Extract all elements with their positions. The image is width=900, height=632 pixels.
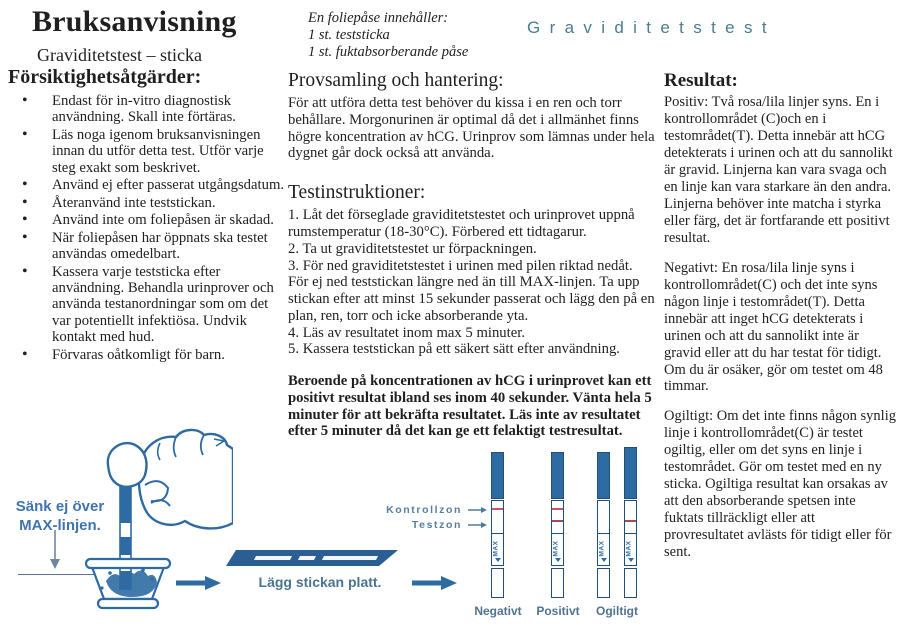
page-title: Bruksanvisning [32, 5, 237, 38]
stick-label-negative: Negativt [474, 604, 522, 618]
stick-absorbent-tip [491, 568, 504, 598]
precautions-heading: Försiktighetsåtgärder: [8, 66, 202, 88]
package-note-line: En foliepåse innehåller: [308, 10, 449, 26]
test-stick-negative [491, 452, 504, 598]
max-label: MAX [492, 540, 500, 557]
stick-result-window [551, 500, 564, 534]
arrow-right-icon [468, 506, 488, 514]
result-invalid-text: Ogiltigt: Om det inte finns någon synlig linje i kontrollområdet(C) är testet ogiltig, eller om det syns en linje i testområdet. Gör om testet med en ny sticka. Ogiltiga resultat kan orsakas av att den absorberande spetsen inte fuktats tillräckligt eller att provresultatet avlästs för tidigt eller för sent. [664, 408, 896, 561]
test-line [625, 520, 636, 522]
test-zone-label: Testzon [411, 519, 462, 531]
list-item: • Återanvänd inte teststickan. [52, 195, 286, 211]
instruction-step: 1. Låt det förseglade graviditetstestet och urinprovet uppnå rumstemperatur (18-30°C). Förbered ett tidtagarur. [288, 207, 635, 241]
stick-label-invalid: Ogiltigt [596, 604, 638, 618]
instruction-step: 3. För ned graviditetstestet i urinen med pilen riktad nedåt. För ej ned teststickan längre ned än till MAX-linjen. Ta upp stickan efter att minst 15 sekunder passerat och lägg den på en plan, ren, torr och icke absorberande yta. [288, 257, 655, 324]
stick-absorbent-tip [624, 568, 637, 598]
max-line-note-line2: MAX-linjen. [19, 516, 101, 534]
package-contents-note [308, 10, 468, 61]
instruction-step: 2. Ta ut graviditetstestet ur förpackningen. [288, 240, 537, 257]
list-item: • Endast för in-vitro diagnostisk användning. Skall inte förtäras. [52, 93, 286, 126]
instruction-step: 4. Läs av resultatet inom max 5 minuter. [288, 324, 525, 341]
stick-max-mark [491, 534, 504, 566]
test-stick-invalid-testline [624, 447, 637, 598]
max-line-note-line1: Sänk ej över [15, 498, 105, 515]
sampling-heading: Provsamling och hantering: [288, 70, 504, 91]
test-line [552, 520, 563, 522]
max-label: MAX [625, 540, 633, 557]
arrow-right-icon [412, 575, 458, 591]
instruction-step: 5. Kassera teststickan på ett säkert sätt efter användning. [288, 341, 620, 358]
stick-absorbent-tip [551, 568, 564, 598]
instructions-section [288, 70, 656, 440]
stick-max-mark [597, 534, 610, 566]
precautions-section [8, 66, 286, 364]
list-item: • Läs noga igenom bruksanvisningen innan du utför detta test. Utför varje steg exakt som beskrivet. [52, 127, 286, 176]
results-heading: Resultat: [664, 70, 738, 91]
stick-result-window [624, 500, 637, 534]
result-negative-text: Negativt: En rosa/lila linje syns i kontrollområdet(C) och det inte syns någon linje i testområdet(T). Detta innebär att inget hCG detekterats i urinen och att du sannolikt inte är gravid eller att du har testat för tidigt. Om du är osäker, gör om testet om 48 timmar. [664, 259, 883, 395]
list-item: • Förvaras oåtkomligt för barn. [52, 347, 286, 363]
flat-stick-illustration [226, 547, 400, 571]
list-item: • Använd ej efter passerat utgångsdatum. [52, 177, 286, 193]
page-subtitle: Graviditetstest – sticka [37, 45, 202, 65]
test-instructions-heading: Testinstruktioner: [288, 182, 426, 204]
brand-name: Graviditetstest [527, 18, 776, 37]
stick-handle [624, 447, 637, 499]
package-note-line: 1 st. fuktabsorberande påse [308, 44, 469, 61]
stick-handle [491, 452, 504, 499]
list-item: • När foliepåsen har öppnats ska testet användas omedelbart. [52, 230, 286, 263]
list-item: • Använd inte om foliepåsen är skadad. [52, 212, 286, 228]
timing-warning: Beroende på koncentrationen av hCG i urinprovet kan ett positivt resultat ibland ses inom 40 sekunder. Vänta hela 5 minuter för att bekräfta resultatet. Läs inte av resultatet efter 5 minuter då det kan ge ett felaktigt testresultat. [288, 373, 652, 440]
stick-absorbent-tip [597, 568, 610, 598]
results-section [664, 70, 898, 574]
control-line [552, 508, 563, 510]
max-label: MAX [552, 540, 560, 557]
stick-max-mark [624, 534, 637, 566]
stick-result-window [491, 500, 504, 534]
stick-max-mark [551, 534, 564, 566]
stick-handle [597, 452, 610, 499]
stick-result-window [597, 500, 610, 534]
arrow-right-icon [176, 575, 222, 591]
stick-label-positive: Positivt [536, 604, 580, 618]
package-note-line: 1 st. teststicka [308, 27, 390, 44]
sampling-body: För att utföra detta test behöver du kissa i en ren och torr behållare. Morgonurinen är optimal då det i allmänhet finns högre koncentration av hCG. Urinprov som lämnas under hela dygnet går dock också att använda. [288, 95, 655, 162]
result-positive-text: Positiv: Två rosa/lila linjer syns. En i kontrollområdet (C)och en i testområdet(T). Detta innebär att hCG detekterats i urinen och att du sannolikt är gravid. Linjerna kan vara svaga och en linje kan vara starkare än den andra. Linjerna behöver inte matcha i styrka eller färg, det är fortfarande ett positivt resultat. [664, 94, 893, 246]
precautions-list [8, 93, 286, 363]
arrow-right-icon [468, 521, 488, 529]
list-item: • Kassera varje teststicka efter användning. Behandla urinprover och använda testanordningar som om det var potentiellt infektiösa. Undvik kontakt med hud. [52, 264, 286, 346]
test-stick-positive [551, 452, 564, 598]
max-label: MAX [598, 540, 606, 557]
lay-flat-note: Lägg stickan platt. [258, 574, 382, 590]
control-line [492, 508, 503, 510]
stick-handle [551, 452, 564, 499]
test-stick-invalid-blank [597, 452, 610, 598]
control-zone-label: Kontrollzon [386, 504, 462, 516]
